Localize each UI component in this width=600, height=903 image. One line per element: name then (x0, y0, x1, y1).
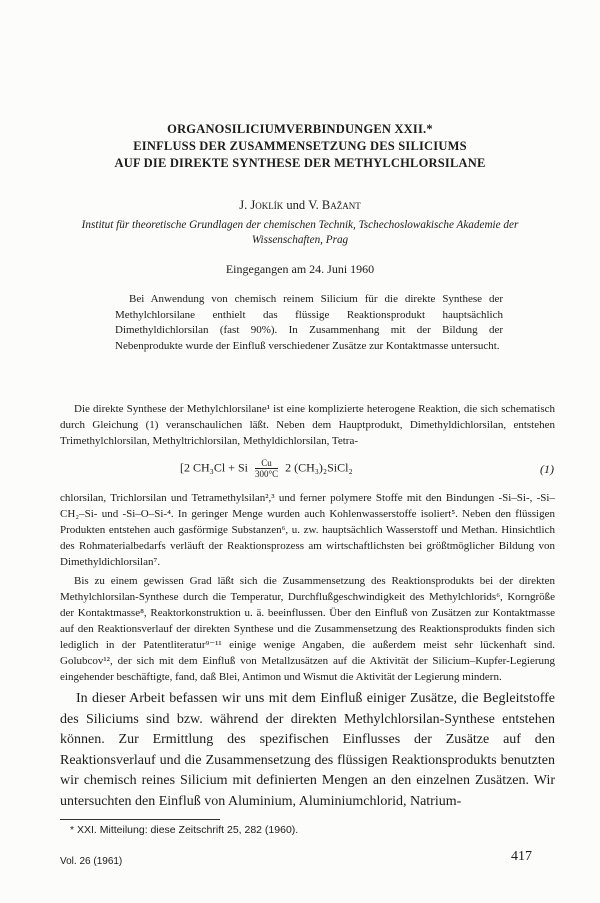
title-line-1: ORGANOSILICIUMVERBINDUNGEN XXII.* (167, 122, 433, 136)
author-2: V. Bažant (308, 198, 361, 212)
author-connector: und (286, 198, 306, 212)
footnote-divider (60, 819, 220, 820)
equation-catalyst: Cu (255, 458, 278, 469)
equation-right: 2 (CH₃)₂SiCl₂ (285, 460, 353, 475)
paper-title (0, 121, 600, 172)
received-date: Eingegangen am 24. Juni 1960 (225, 262, 375, 276)
title-line-2: EINFLUSS DER ZUSAMMENSETZUNG DES SILICIUMS (133, 139, 467, 153)
equation (180, 458, 353, 479)
body-paragraph-4: In dieser Arbeit befassen wir uns mit dem Einfluß einiger Zusätze, die Begleitstoffe des Siliciums sind bzw. während der direkten Methylchlorsilan-Synthese entstehen können. Zur Ermittlung des spezifischen Einflusses der Zusätze auf den Reaktionsverlauf und die Zusammensetzung des flüssigen Reaktionsprodukts benutzten wir chemisch reines Silicium mit definierten Mengen an den einzelnen Zusätzen. Wir untersuchten den Einfluß von Aluminium, Aluminiumchlorid, Natrium- (60, 691, 555, 809)
footnote: * XXI. Mitteilung: diese Zeitschrift 25, 282 (1960). (70, 824, 299, 836)
body-paragraph-2: chlorsilan, Trichlorsilan und Tetramethylsilan²,³ und ferner polymere Stoffe mit den Bindungen -Si–Si-, -Si–CH₂–Si- und -Si–O–Si-⁴. In geringer Menge wurden auch Kohlenwasserstoffe isoliert⁵. Neben den flüssigen Produkten entstehen auch gasförmige Substanzen⁶, u. zw. hauptsächlich Wasserstoff und Methan. Hinsichtlich des Rohmaterialbedarfs verläuft der Reaktionsprozess am wirtschaftlichsten bei größtmöglicher Bildung von Dimethyldichlorsilan⁷. (60, 492, 555, 568)
abstract: Bei Anwendung von chemisch reinem Silicium für die direkte Synthese der Methylchlorsilane enthielt das flüssige Reaktionsprodukt hauptsächlich Dimethyldichlorsilan (fast 90%). In Zusammenhang mit der Bildung der Nebenprodukte wurde der Einfluß verschiedener Zusätze zur Kontaktmasse untersucht. (115, 293, 503, 352)
volume-info: Vol. 26 (1961) (60, 856, 123, 867)
equation-number: (1) (540, 462, 554, 476)
title-line-3: AUF DIE DIREKTE SYNTHESE DER METHYLCHLORSILANE (114, 156, 486, 170)
equation-temperature: 300°C (254, 469, 279, 479)
body-paragraph-3: Bis zu einem gewissen Grad läßt sich die Zusammensetzung des Reaktionsprodukts bei der direkten Methylchlorsilan-Synthese durch die Temperatur, Durchflußgeschwindigkeit des Methylchlorids⁶, Korngröße der Kontaktmasse⁸, Reaktorkonstruktion u. ä. beeinflussen. Über den Einfluß von Zusätzen zur Kontaktmasse auf den Reaktionsverlauf der direkten Synthese und die Zusammensetzung des Reaktionsprodukts finden sich lediglich in der Patentliteratur⁹⁻¹¹ einige wenige Angaben, die außerdem meist sehr lückenhaft sind. Golubcov¹², der sich mit dem Einfluß von Metallzusätzen auf die Aktivität der Silicium–Kupfer-Legierung eingehender beschäftigte, fand, daß Blei, Antimon und Wismut die Aktivität der Legierung mindern. (60, 575, 555, 683)
authors (0, 198, 600, 213)
author-1: J. Joklík (239, 198, 284, 212)
institute: Institut für theoretische Grundlagen der chemischen Technik, Tschechoslowakische Akademie der Wissenschaften, Prag (81, 219, 519, 246)
equation-left: [2 CH₃Cl + Si (180, 460, 248, 475)
page-number: 417 (511, 849, 532, 864)
equation-arrow (255, 458, 278, 479)
body-paragraph-1: Die direkte Synthese der Methylchlorsilane¹ ist eine komplizierte heterogene Reaktion, die sich schematisch durch Gleichung (1) veranschaulichen läßt. Neben dem Hauptprodukt, Dimethyldichlorsilan, entstehen Trimethylchlorsilan, Methyltrichlorsilan, Methyldichlorsilan, Tetra- (60, 403, 555, 447)
